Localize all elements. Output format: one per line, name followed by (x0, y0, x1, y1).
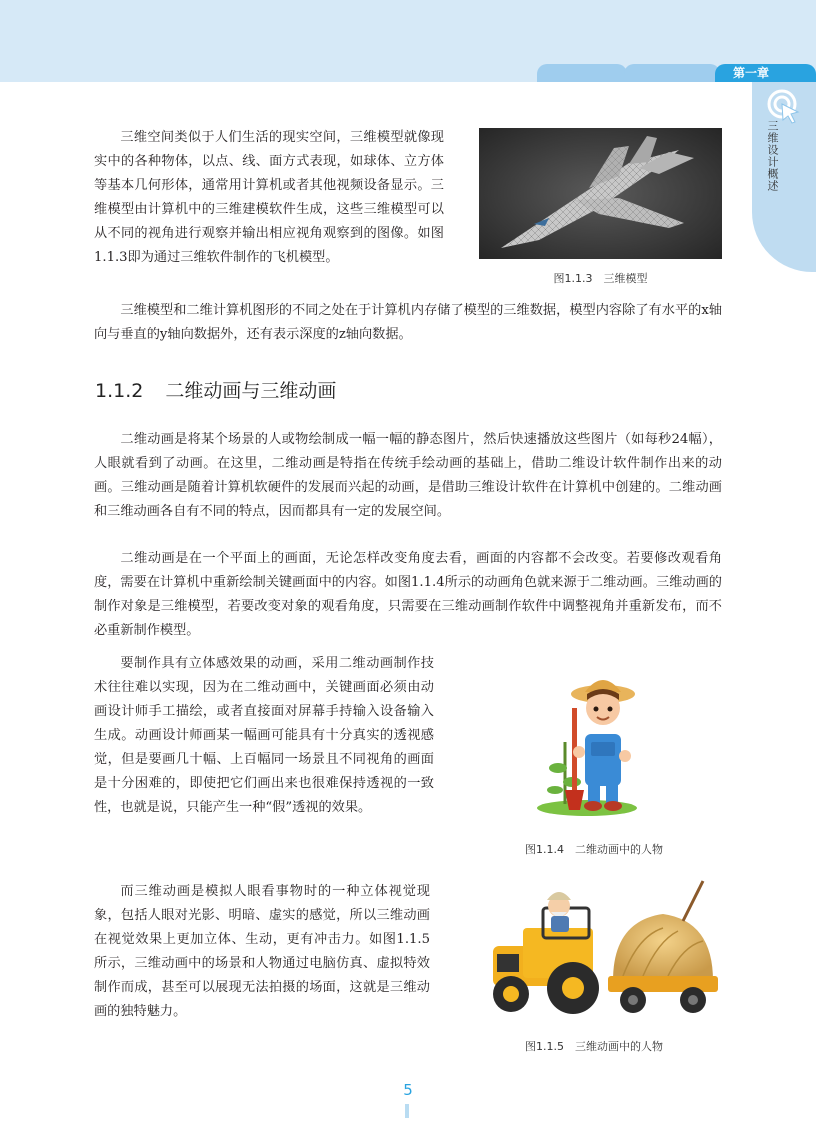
figure-1-1-5-caption: 图1.1.5 三维动画中的人物 (525, 1040, 663, 1053)
header-tab-decor-2 (624, 64, 720, 82)
airplane-wireframe-image (479, 128, 722, 259)
figure-3d-tractor-scene (463, 876, 722, 1027)
side-title: 三维设计概述 (766, 120, 779, 192)
paragraph-6: 而三维动画是模拟人眼看事物时的一种立体视觉现象，包括人眼对光影、明暗、虚实的感觉，所以三维动画在视觉效果上更加立体、生动，更有冲击力。如图1.1.5所示，三维动画中的场景和人物通过电脑仿真、虚拟特效制作而成，甚至可以展现无法拍摄的场面，这就是三维动画的独特魅力。 (94, 884, 430, 1019)
paragraph-3: 二维动画是将某个场景的人或物绘制成一幅一幅的静态图片，然后快速播放这些图片（如每秒24幅），人眼就看到了动画。在这里，二维动画是特指在传统手绘动画的基础上，借助二维设计软件制作出来的动画。三维动画是随着计算机软硬件的发展而兴起的动画，是借助三维设计软件在计算机中创建的。二维动画和三维动画各自有不同的特点，因而都具有一定的发展空间。 (94, 432, 722, 519)
section-title: 二维动画与三维动画 (165, 380, 337, 402)
cartoon-gardener-image (525, 672, 645, 820)
paragraph-4: 二维动画是在一个平面上的画面，无论怎样改变角度去看，画面的内容都不会改变。若要修改观看角度，需要在计算机中重新绘制关键画面中的内容。如图1.1.4所示的动画角色就来源于二维动画。三维动画的制作对象是三维模型，若要改变对象的观看角度，只需要在三维动画制作软件中调整视角并重新发布，而不必重新制作模型。 (94, 551, 722, 638)
page-number-rule (405, 1104, 409, 1118)
section-number: 1.1.2 (95, 380, 144, 402)
header-tab-decor-1 (537, 64, 627, 82)
section-heading (95, 376, 336, 403)
chapter-tab: 第一章 (715, 64, 816, 82)
figure-2d-cartoon-character (525, 672, 645, 820)
paragraph-1: 三维空间类似于人们生活的现实空间，三维模型就像现实中的各种物体，以点、线、面方式表现，如球体、立方体等基本几何形体，通常用计算机或者其他视频设备显示。三维模型由计算机中的三维建模软件生成，这些三维模型可以从不同的视角进行观察并输出相应视角观察到的图像。如图1.1.3即为通过三维软件制作的飞机模型。 (94, 130, 444, 265)
figure-1-1-4-caption: 图1.1.4 二维动画中的人物 (525, 843, 663, 856)
figure-1-1-3-caption: 图1.1.3 三维模型 (553, 272, 648, 285)
paragraph-5: 要制作具有立体感效果的动画，采用二维动画制作技术往往难以实现，因为在二维动画中，关键画面必须由动画设计师手工描绘，或者直接面对屏幕手持输入设备输入生成。动画设计师画某一幅画可能具有十分真实的透视感觉，但是要画几十幅、上百幅同一场景且不同视角的画面是十分困难的，即使把它们画出来也很难保持透视的一致性，也就是说，只能产生一种“假”透视的效果。 (94, 656, 434, 815)
page-number: 5 (403, 1081, 413, 1099)
paragraph-2: 三维模型和二维计算机图形的不同之处在于计算机内存储了模型的三维数据，模型内容除了有水平的x轴向与垂直的y轴向数据外，还有表示深度的z轴向数据。 (94, 303, 722, 342)
figure-3d-airplane-model (479, 128, 722, 259)
tractor-hay-image (463, 876, 722, 1027)
